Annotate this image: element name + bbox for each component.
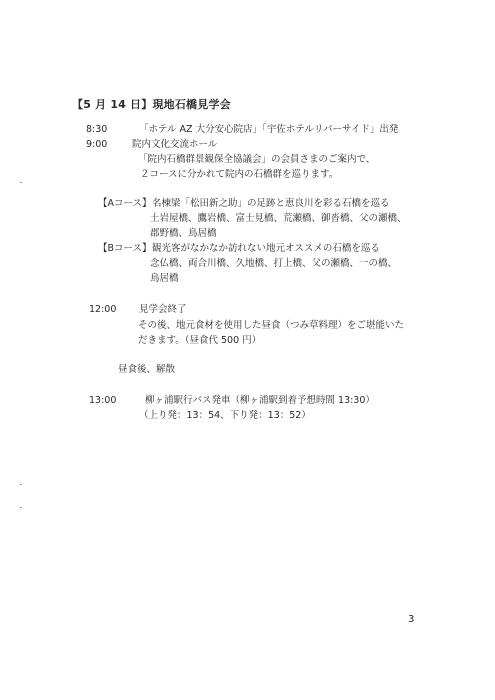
dismissal-note: 昼食後、解散 (118, 364, 176, 375)
schedule-text: （上り発：13：54、下り発：13：52） (139, 410, 311, 421)
course-bridges: 念仏橋、両合川橋、久地橋、打上橋、父の瀬橋、一の橋、 (150, 258, 398, 269)
scan-speck (20, 507, 22, 508)
schedule-time: 12:00 (89, 304, 117, 315)
schedule-text: その後、地元食材を使用した昼食（つみ草料理）をご堪能いた (138, 320, 405, 331)
course-bridges: 鳥居橋 (150, 273, 179, 284)
schedule-time: 8:30 (86, 124, 108, 135)
schedule-text: 院内文化交流ホール (132, 139, 218, 150)
schedule-text: ２コースに分かれて院内の石橋群を巡ります。 (140, 169, 339, 180)
scan-speck (20, 182, 22, 183)
schedule-time: 9:00 (86, 139, 108, 150)
schedule-text: 見学会終了 (139, 304, 187, 315)
schedule-text: 「院内石橋群景観保全協議会」の会員さまのご案内で、 (138, 154, 376, 165)
scan-speck (20, 484, 22, 485)
schedule-text: 「ホテル AZ 大分安心院店」「宇佐ホテルリバーサイド」出発 (139, 124, 399, 135)
page-number: 3 (408, 614, 415, 625)
course-label: 【Aコース】 (98, 198, 152, 209)
course-title: 名棟梁「松田新之助」の足跡と恵良川を彩る石橋を巡る (152, 198, 390, 209)
schedule-text: だきます。（昼食代 500 円） (138, 335, 262, 346)
course-title: 観光客がなかなか訪れない地元オススメの石橋を巡る (152, 243, 380, 254)
schedule-text: 柳ヶ浦駅行バス発車（柳ヶ浦駅到着予想時間 13:30） (145, 395, 375, 406)
schedule-time: 13:00 (89, 395, 117, 406)
course-bridges: 郡野橋、鳥居橋 (150, 228, 217, 239)
course-bridges: 土岩屋橋、鷹岩橋、富士見橋、荒瀬橋、御沓橋、父の瀬橋、 (150, 213, 407, 224)
course-label: 【Bコース】 (98, 243, 152, 254)
section-heading: 【5 月 14 日】現地石橋見学会 (72, 98, 231, 111)
